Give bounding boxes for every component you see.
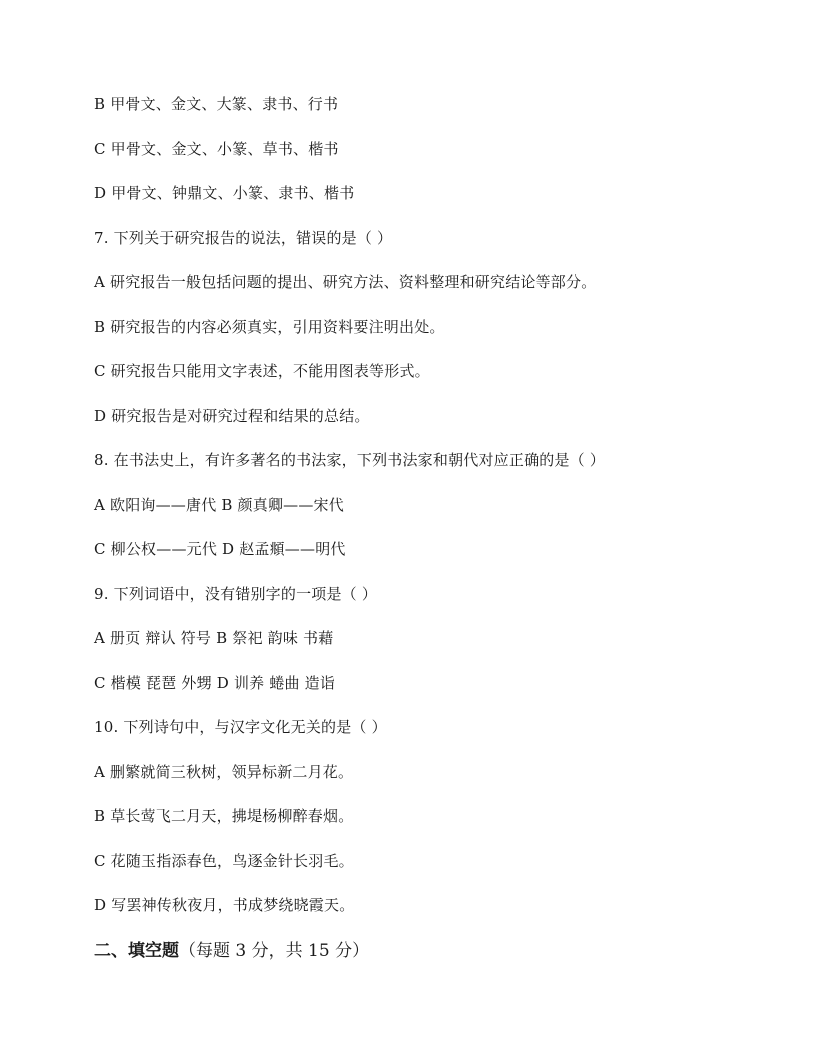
question-line: 10. 下列诗句中，与汉字文化无关的是（ ） — [94, 718, 387, 736]
option-line: A 删繁就简三秋树，领异标新二月花。 — [94, 763, 354, 781]
option-line: B 草长莺飞二月天，拂堤杨柳醉春烟。 — [94, 807, 354, 825]
section-note: （每题 3 分，共 15 分） — [179, 941, 370, 961]
question-line: 7. 下列关于研究报告的说法，错误的是（ ） — [94, 229, 393, 247]
option-line: A 研究报告一般包括问题的提出、研究方法、资料整理和研究结论等部分。 — [94, 273, 597, 291]
option-line: B 甲骨文、金文、大篆、隶书、行书 — [94, 95, 339, 113]
section-title: 二、填空题 — [94, 941, 179, 961]
question-line: 9. 下列词语中，没有错别字的一项是（ ） — [94, 585, 378, 603]
section-heading — [94, 940, 369, 962]
question-line: 8. 在书法史上，有许多著名的书法家，下列书法家和朝代对应正确的是（ ） — [94, 451, 606, 469]
option-line: D 研究报告是对研究过程和结果的总结。 — [94, 407, 370, 425]
option-line: D 写罢神传秋夜月，书成梦绕晓霞天。 — [94, 896, 355, 914]
option-line: A 册页 辩认 符号 B 祭祀 韵味 书藉 — [94, 629, 334, 647]
option-line: C 花随玉指添春色，鸟逐金针长羽毛。 — [94, 852, 354, 870]
option-line: D 甲骨文、钟鼎文、小篆、隶书、楷书 — [94, 184, 355, 202]
option-line: C 研究报告只能用文字表述，不能用图表等形式。 — [94, 362, 430, 380]
option-line: C 柳公权——元代 D 赵孟頫——明代 — [94, 540, 346, 558]
option-line: B 研究报告的内容必须真实，引用资料要注明出处。 — [94, 318, 445, 336]
option-line: C 甲骨文、金文、小篆、草书、楷书 — [94, 140, 339, 158]
option-line: C 楷模 琵琶 外甥 D 训养 蜷曲 造诣 — [94, 674, 336, 692]
option-line: A 欧阳询——唐代 B 颜真卿——宋代 — [94, 496, 344, 514]
